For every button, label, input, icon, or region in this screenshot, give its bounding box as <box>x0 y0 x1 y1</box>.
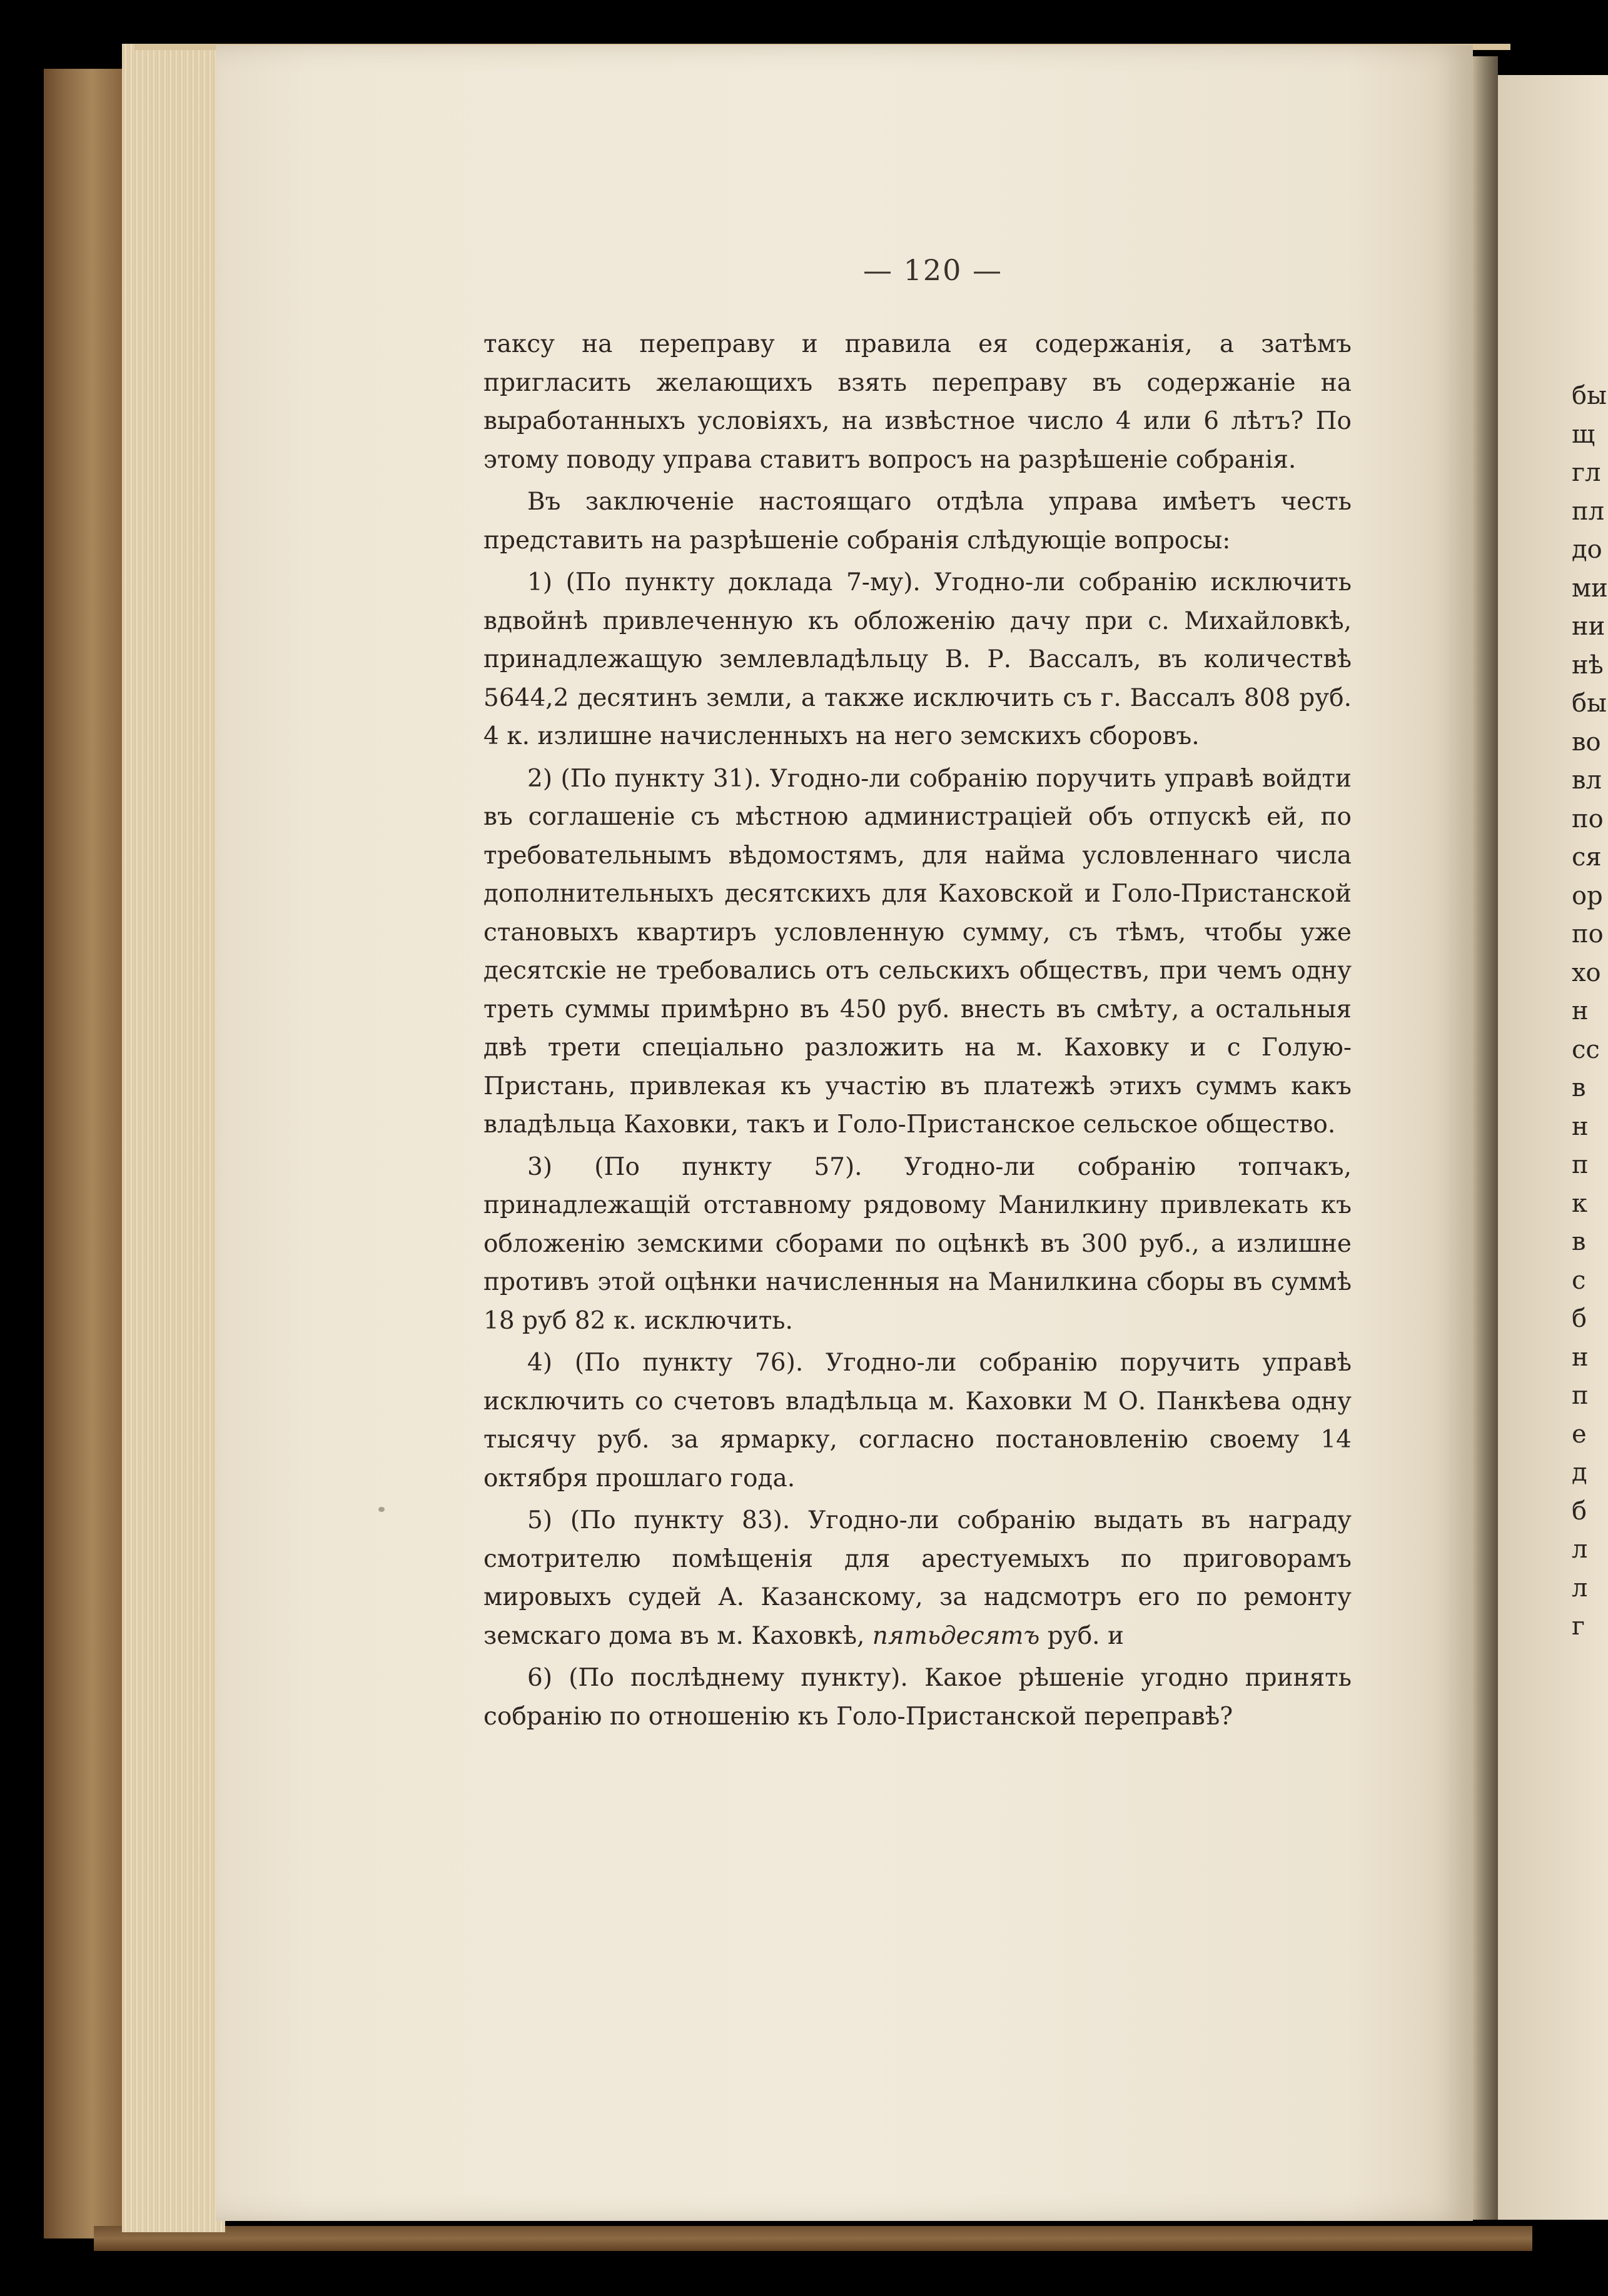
paper-speck <box>378 1507 385 1512</box>
facing-page-fragment: б <box>1572 1304 1587 1333</box>
facing-page-fragment: к <box>1572 1189 1587 1218</box>
facing-page-fragment: б <box>1572 1496 1587 1526</box>
facing-page-fragment: вл <box>1572 766 1602 795</box>
facing-page-fragment: г <box>1572 1612 1585 1641</box>
page-edges <box>122 44 225 2232</box>
facing-page-fragment: ся <box>1572 843 1602 872</box>
paragraph: Въ заключеніе настоящаго отдѣла управа имѣетъ честь представить на разрѣшеніе собранія слѣдующіе вопросы: <box>483 488 1352 555</box>
facing-page-fragment: н <box>1572 997 1589 1025</box>
facing-page-fragment: е <box>1572 1419 1587 1449</box>
facing-page-fragment: п <box>1572 1151 1589 1179</box>
facing-page-fragment: бы <box>1572 689 1607 718</box>
paragraph: 2) (По пункту 31). Угодно-ли собранію поручить управѣ войдти въ соглашеніе съ мѣстною администраціей объ отпускѣ ей, по требовательнымъ вѣдомостямъ, для найма условленнаго числа дополнительныхъ десятскихъ для Каховской и Голо-Пристанской становыхъ квартиръ условленную сумму, съ тѣмъ, чтобы уже десятскіе не требовались отъ сельскихъ обществъ, при чемъ одну треть суммы примѣрно въ 450 руб. внесть въ смѣту, а остальныя двѣ трети спеціально разложить на м. Каховку и с Голую-Пристань, привлекая къ участію въ платежѣ этихъ суммъ какъ владѣльца Каховки, такъ и Голо-Пристанское сельское общество. <box>483 764 1352 1139</box>
facing-page-fragment: гл <box>1572 458 1601 487</box>
facing-page-fragment: л <box>1572 1535 1588 1564</box>
facing-page-fragment: нѣ <box>1572 650 1604 680</box>
book-gutter <box>1473 56 1498 2220</box>
facing-page-fragment: бы <box>1572 381 1607 410</box>
facing-page-fragment: хо <box>1572 958 1601 987</box>
book-cover-bottom <box>94 2226 1532 2251</box>
paragraph-text: руб. и <box>1039 1621 1124 1650</box>
paragraph: 3) (По пункту 57). Угодно-ли собранію топчакъ, принадлежащій отставному рядовому Манилкину привлекать къ обложенію земскими сборами по оцѣнкѣ въ 300 руб., а излишне противъ этой оцѣнки начисленныя на Манилкина сборы въ суммѣ 18 руб 82 к. исключить. <box>483 1152 1352 1335</box>
facing-page-fragment: с <box>1572 1266 1586 1295</box>
facing-page-fragment: сс <box>1572 1035 1600 1064</box>
facing-page-fragment: л <box>1572 1573 1588 1603</box>
paragraph: 4) (По пункту 76). Угодно-ли собранію поручить управѣ исключить со счетовъ владѣльца м. Каховки М О. Панкѣева одну тысячу руб. за ярмарку, согласно постановленію своему 14 октября прошлаго года. <box>483 1349 1352 1493</box>
facing-page-fragment: пл <box>1572 496 1605 526</box>
facing-page-fragment: п <box>1572 1381 1589 1410</box>
facing-page <box>1498 75 1608 2220</box>
paragraph: таксу на переправу и правила ея содержанія, а затѣмъ пригласить желающихъ взять переправу въ содержаніе на выработанныхъ условіяхъ, на извѣстное число 4 или 6 лѣтъ? По этому поводу управа ставитъ вопросъ на разрѣшеніе собранія. <box>483 330 1352 474</box>
emphasized-word: пятьдесятъ <box>872 1621 1040 1650</box>
paragraph-text: 5) (По пункту 83). Угодно-ли собранію выдать въ награду смотрителю помѣщенія для арестуемыхъ по приговорамъ мировыхъ судей А. Казанскому, за надсмотръ его по ремонту земскаго дома въ м. Каховкѣ, <box>483 1506 1352 1650</box>
facing-page-fragment: до <box>1572 535 1602 564</box>
facing-page-fragment: по <box>1572 920 1604 949</box>
page-text <box>483 325 1352 1736</box>
facing-page-fragment: во <box>1572 727 1601 757</box>
facing-page-fragment: д <box>1572 1458 1587 1487</box>
facing-page-fragment: ми <box>1572 573 1608 603</box>
paragraph: 1) (По пункту доклада 7-му). Угодно-ли собранію исключить вдвойнѣ привлеченную къ обложенію дачу при с. Михайловкѣ, принадлежащую землевладѣльцу В. Р. Вассалъ, въ количествѣ 5644,2 десятинъ земли, а также исключить съ г. Вассалъ 808 руб. 4 к. излишне начисленныхъ на него земскихъ сборовъ. <box>483 568 1352 750</box>
facing-page-fragment: щ <box>1572 420 1595 449</box>
paragraph <box>483 1501 1352 1655</box>
facing-page-fragment: ор <box>1572 881 1603 910</box>
book-cover-left <box>44 69 131 2238</box>
facing-page-fragment: по <box>1572 804 1604 833</box>
page-number: — 120 — <box>863 253 1003 287</box>
facing-page-fragment: н <box>1572 1342 1589 1372</box>
paragraph: 6) (По послѣднему пункту). Какое рѣшеніе угодно принять собранію по отношенію къ Голо-Пристанской переправѣ? <box>483 1664 1352 1731</box>
facing-page-fragment: в <box>1572 1074 1586 1102</box>
facing-page-fragment: н <box>1572 1112 1589 1141</box>
facing-page-fragment: ни <box>1572 612 1605 641</box>
facing-page-fragment: в <box>1572 1227 1586 1256</box>
